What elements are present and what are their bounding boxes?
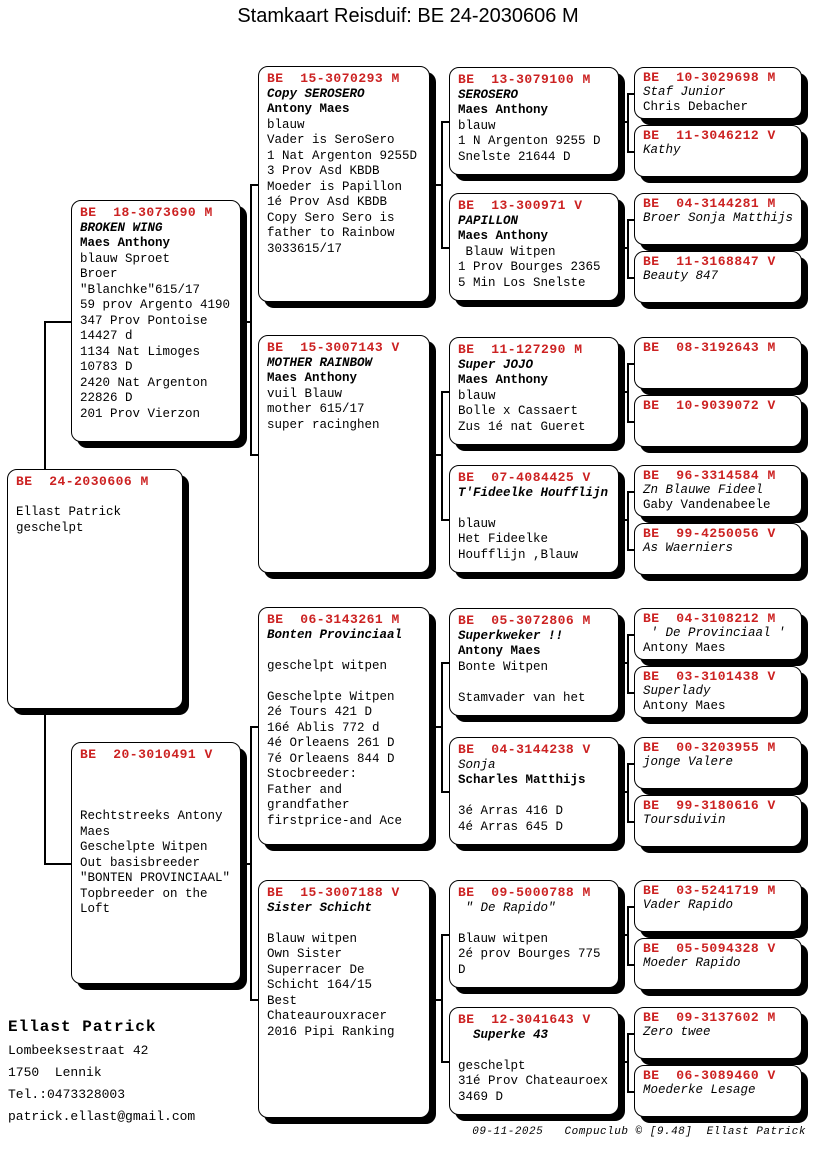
info-line: 22826 D	[80, 391, 133, 405]
info-line: Stamvader van het	[458, 690, 586, 705]
ring-number: BE 06-3143261 M	[267, 612, 400, 627]
info-line: Snelste 21644 D	[458, 149, 571, 164]
info-line	[80, 778, 232, 794]
pedigree-box-gen5-11	[634, 737, 802, 789]
pedigree-box-gen4-4	[449, 465, 619, 573]
info-line: 14427 d	[80, 329, 133, 343]
info-line: 7é Orleaens 844 D	[267, 751, 395, 766]
info-line: 16é Ablis 772 d	[267, 720, 380, 735]
footer-user: Ellast Patrick	[706, 1126, 806, 1138]
info-line	[458, 501, 610, 517]
info-line: 4é Orleaens 261 D	[267, 736, 395, 750]
info-line: mother 615/17	[267, 402, 365, 416]
info-line: Broer Sonja Matthijs	[643, 211, 794, 225]
info-line	[458, 675, 610, 691]
info-line: 2016 Pipi Ranking	[267, 1024, 395, 1039]
info-line: Schicht 164/15	[267, 978, 373, 992]
info-line: blauw	[458, 388, 496, 403]
ring-number: BE 15-3007188 V	[267, 885, 400, 900]
info-line: Geschelpte Witpen	[80, 840, 208, 854]
info-line: geschelpt	[458, 1058, 526, 1073]
pedigree-box-gen5-1	[634, 67, 802, 119]
info-line: Maes Anthony	[458, 229, 549, 243]
pedigree-box-gen2-1	[71, 200, 241, 442]
info-line: Maes Anthony	[80, 236, 171, 250]
info-line: Blauw witpen	[267, 931, 358, 946]
ring-number: BE 04-3144238 V	[458, 742, 591, 757]
info-line: blauw	[458, 118, 496, 133]
ring-number: BE 11-3046212 V	[643, 128, 776, 143]
info-line: Scharles Matthijs	[458, 773, 586, 787]
info-line: Kathy	[643, 143, 681, 157]
info-line: Toursduivin	[643, 813, 726, 827]
info-line: Moeder is Papillon	[267, 179, 403, 194]
info-line: Houfflijn ,Blauw	[458, 547, 579, 562]
connector-line	[627, 1033, 629, 1091]
info-line: 1134 Nat Limoges	[80, 344, 201, 359]
info-line: 1 Nat Argenton 9255D	[267, 148, 418, 163]
footer-credit	[472, 1126, 806, 1138]
ring-number: BE 04-3144281 M	[643, 196, 776, 211]
pedigree-box-gen4-2	[449, 193, 619, 301]
info-line: Antony Maes	[643, 641, 726, 655]
info-line: SEROSERO	[458, 87, 519, 102]
pedigree-box-gen5-15	[634, 1007, 802, 1059]
owner-address-line: patrick.ellast@gmail.com	[8, 1109, 196, 1124]
pedigree-box-gen5-9	[634, 608, 802, 660]
info-line	[267, 674, 421, 690]
info-line: Sonja	[458, 757, 496, 772]
owner-address-line: Tel.:0473328003	[8, 1087, 126, 1102]
pedigree-box-gen5-7	[634, 465, 802, 517]
info-line: Blauw witpen	[458, 931, 549, 946]
footer-program: Compuclub © [9.48]	[564, 1126, 693, 1138]
pedigree-box-gen4-3	[449, 337, 619, 445]
info-line: Maes Anthony	[458, 103, 549, 117]
info-line	[80, 794, 232, 810]
ring-number: BE 04-3108212 M	[643, 611, 776, 626]
ring-number: BE 99-3180616 V	[643, 798, 776, 813]
info-line: Copy SEROSERO	[267, 86, 365, 101]
info-line: Zus 1é nat Gueret	[458, 419, 586, 434]
pedigree-box-gen5-13	[634, 880, 802, 932]
pedigree-box-gen5-2	[634, 125, 802, 177]
connector-line	[627, 634, 629, 692]
info-line: Best	[267, 993, 298, 1008]
info-line: blauw Sproet	[80, 251, 171, 266]
pedigree-box-gen5-4	[634, 251, 802, 303]
info-line: super racinghen	[267, 417, 380, 432]
pedigree-box-gen5-14	[634, 938, 802, 990]
ring-number: BE 11-127290 M	[458, 342, 583, 357]
info-line	[458, 916, 610, 932]
connector-line	[441, 934, 443, 1061]
ring-number: BE 15-3070293 M	[267, 71, 400, 86]
ring-number: BE 13-300971 V	[458, 198, 583, 213]
info-line: 1 Prov Bourges 2365	[458, 260, 601, 274]
ring-number: BE 12-3041643 V	[458, 1012, 591, 1027]
pedigree-box-gen4-7	[449, 880, 619, 988]
info-line: vuil Blauw	[267, 386, 343, 401]
info-line: T'Fideelke Houfflijn	[458, 485, 609, 500]
info-line: Moederke Lesage	[643, 1083, 756, 1097]
info-line: Out basisbreeder	[80, 855, 201, 870]
ring-number: BE 08-3192643 M	[643, 340, 776, 355]
info-line: 1 N Argenton 9255 D	[458, 134, 601, 148]
info-line: Antony Maes	[643, 699, 726, 713]
info-line: Superke 43	[458, 1027, 549, 1042]
ring-number: BE 15-3007143 V	[267, 340, 400, 355]
info-line: Antony Maes	[267, 102, 350, 116]
info-line: Topbreeder on the	[80, 886, 208, 901]
info-line: Bolle x Cassaert	[458, 404, 579, 418]
info-line: 2é Tours 421 D	[267, 705, 373, 719]
info-line: grandfather	[267, 798, 350, 812]
info-line: Zero twee	[643, 1025, 711, 1039]
connector-line	[44, 863, 73, 865]
info-line: Zn Blauwe Fideel	[643, 483, 764, 497]
info-line: Father and	[267, 782, 343, 797]
info-line	[267, 916, 421, 932]
owner-address-line: Lombeeksestraat 42	[8, 1043, 149, 1058]
info-line: Vader Rapido	[643, 898, 734, 912]
connector-line	[441, 662, 443, 791]
info-line: 10783 D	[80, 360, 133, 374]
info-line: Geschelpte Witpen	[267, 689, 395, 704]
connector-line	[627, 93, 629, 151]
connector-line	[250, 184, 252, 454]
info-line	[80, 763, 232, 779]
pedigree-box-gen5-5	[634, 337, 802, 389]
info-line: blauw	[458, 516, 496, 531]
info-line: 201 Prov Vierzon	[80, 406, 201, 421]
info-line: blauw	[267, 117, 305, 132]
info-line: 3 Prov Asd KBDB	[267, 164, 380, 178]
info-line: 5 Min Los Snelste	[458, 275, 586, 290]
pedigree-box-gen5-6	[634, 395, 802, 447]
footer-spacer-1	[543, 1126, 564, 1138]
info-line: Copy Sero Sero is	[267, 210, 395, 225]
ring-number: BE 03-5241719 M	[643, 883, 776, 898]
info-line: Maes	[80, 824, 111, 839]
info-line: Moeder Rapido	[643, 956, 741, 970]
pedigree-box-gen3-4	[258, 880, 430, 1118]
info-line	[458, 789, 610, 805]
info-line: MOTHER RAINBOW	[267, 355, 373, 370]
info-line: Maes Anthony	[267, 371, 358, 385]
info-line: 3469 D	[458, 1089, 504, 1104]
info-line: Chris Debacher	[643, 100, 749, 114]
info-line: PAPILLON	[458, 213, 519, 228]
info-line: 347 Prov Pontoise	[80, 313, 208, 328]
info-line: Het Fideelke	[458, 532, 549, 546]
pedigree-box-gen1-1	[7, 469, 183, 709]
info-line: Bonten Provinciaal	[267, 627, 403, 642]
info-line: 1é Prov Asd KBDB	[267, 195, 388, 209]
info-line: "BONTEN PROVINCIAAL"	[80, 871, 231, 885]
info-line: Antony Maes	[458, 644, 541, 658]
info-line: ' De Provinciaal '	[643, 626, 786, 640]
ring-number: BE 00-3203955 M	[643, 740, 776, 755]
info-line	[458, 1043, 610, 1059]
info-line: 2é prov Bourges 775	[458, 947, 601, 961]
info-line: jonge Valere	[643, 755, 734, 769]
info-line: Broer	[80, 267, 118, 281]
ring-number: BE 96-3314584 M	[643, 468, 776, 483]
info-line: Ellast Patrick	[16, 505, 122, 519]
info-line: BROKEN WING	[80, 220, 163, 235]
ring-number: BE 99-4250056 V	[643, 526, 776, 541]
pedigree-box-gen5-8	[634, 523, 802, 575]
info-line: 4é Arras 645 D	[458, 819, 564, 834]
ring-number: BE 24-2030606 M	[16, 474, 149, 489]
ring-number: BE 09-5000788 M	[458, 885, 591, 900]
info-line: Stocbreeder:	[267, 767, 358, 781]
page-title: Stamkaart Reisduif: BE 24-2030606 M	[237, 5, 579, 27]
info-line: Staf Junior	[643, 85, 726, 99]
pedigree-box-gen5-12	[634, 795, 802, 847]
info-line: Gaby Vandenabeele	[643, 498, 771, 512]
info-line: firstprice-and Ace	[267, 813, 403, 828]
info-line: Bonte Witpen	[458, 659, 549, 674]
info-line	[16, 490, 174, 506]
connector-line	[627, 763, 629, 821]
info-line: Super JOJO	[458, 357, 534, 372]
ring-number: BE 20-3010491 V	[80, 747, 213, 762]
info-line: Own Sister	[267, 947, 343, 961]
info-line: father to Rainbow	[267, 226, 395, 240]
ring-number: BE 05-3072806 M	[458, 613, 591, 628]
info-line: Chateaurouxracer	[267, 1009, 388, 1023]
ring-number: BE 07-4084425 V	[458, 470, 591, 485]
ring-number: BE 11-3168847 V	[643, 254, 776, 269]
pedigree-box-gen4-8	[449, 1007, 619, 1115]
info-line	[267, 643, 421, 659]
owner-name: Ellast Patrick	[8, 1018, 157, 1036]
owner-address-line: 1750 Lennik	[8, 1065, 102, 1080]
pedigree-box-gen3-3	[258, 607, 430, 845]
info-line: 59 prov Argento 4190	[80, 298, 231, 312]
info-line: Vader is SeroSero	[267, 133, 395, 147]
connector-line	[627, 491, 629, 549]
info-line: geschelpt	[16, 520, 84, 535]
info-line: "Blanchke"615/17	[80, 282, 201, 297]
info-line: Sister Schicht	[267, 900, 373, 915]
info-line: D	[458, 962, 466, 977]
pedigree-box-gen3-2	[258, 335, 430, 573]
pedigree-box-gen5-16	[634, 1065, 802, 1117]
info-line: Rechtstreeks Antony	[80, 809, 223, 823]
info-line: Beauty 847	[643, 269, 719, 283]
connector-line	[627, 906, 629, 964]
ring-number: BE 03-3101438 V	[643, 669, 776, 684]
ring-number: BE 13-3079100 M	[458, 72, 591, 87]
info-line: 3033615/17	[267, 241, 343, 256]
info-line: Superracer De	[267, 962, 365, 977]
ring-number: BE 18-3073690 M	[80, 205, 213, 220]
info-line: 2420 Nat Argenton	[80, 375, 208, 390]
owner-block	[8, 1014, 195, 1128]
ring-number: BE 05-5094328 V	[643, 941, 776, 956]
pedigree-box-gen4-1	[449, 67, 619, 175]
ring-number: BE 09-3137602 M	[643, 1010, 776, 1025]
pedigree-box-gen5-3	[634, 193, 802, 245]
info-line: Loft	[80, 902, 111, 916]
connector-line	[627, 363, 629, 421]
info-line: Maes Anthony	[458, 373, 549, 387]
ring-number: BE 10-9039072 V	[643, 398, 776, 413]
connector-line	[441, 391, 443, 519]
info-line: 31é Prov Chateauroex	[458, 1074, 609, 1088]
info-line: Blauw Witpen	[458, 244, 556, 259]
connector-line	[250, 726, 252, 999]
connector-line	[441, 121, 443, 247]
footer-date: 09-11-2025	[472, 1126, 544, 1138]
info-line: " De Rapido"	[458, 900, 556, 915]
pedigree-box-gen5-10	[634, 666, 802, 718]
footer-spacer-2	[692, 1126, 706, 1138]
pedigree-box-gen3-1	[258, 66, 430, 302]
connector-line	[44, 321, 73, 323]
ring-number: BE 06-3089460 V	[643, 1068, 776, 1083]
info-line: 3é Arras 416 D	[458, 804, 564, 818]
connector-line	[627, 219, 629, 277]
pedigree-box-gen2-2	[71, 742, 241, 984]
ring-number: BE 10-3029698 M	[643, 70, 776, 85]
info-line: As Waerniers	[643, 541, 734, 555]
info-line: Superkweker !!	[458, 628, 564, 643]
info-line: Superlady	[643, 684, 711, 698]
info-line: geschelpt witpen	[267, 658, 388, 673]
pedigree-box-gen4-5	[449, 608, 619, 716]
pedigree-box-gen4-6	[449, 737, 619, 845]
